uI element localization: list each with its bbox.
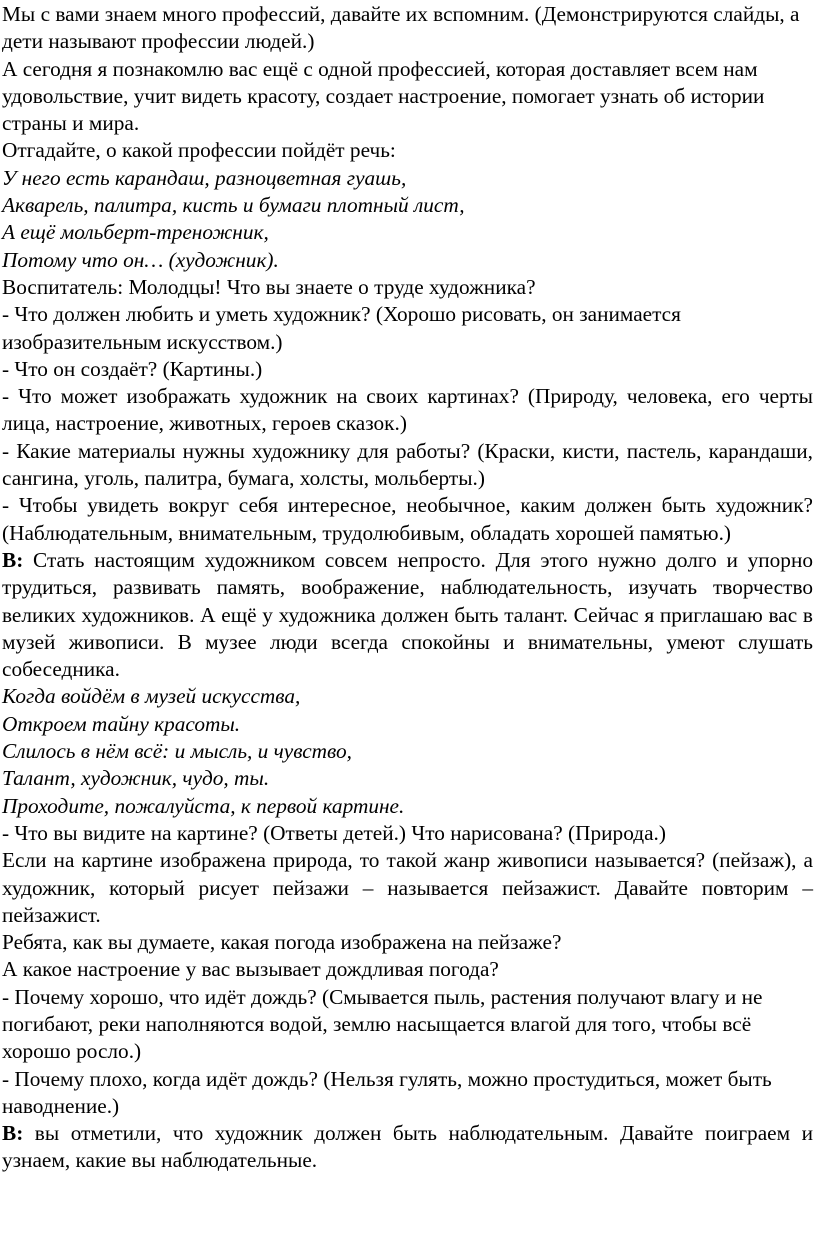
- riddle-line-3: А ещё мольберт-треножник,: [2, 220, 269, 245]
- question-mood: А какое настроение у вас вызывает дождливая погода?: [2, 957, 499, 982]
- question-rain-bad: - Почему плохо, когда идёт дождь? (Нельзя гулять, можно простудиться, может быть наводнение.): [2, 1066, 772, 1118]
- question-love-and-skill: - Что должен любить и уметь художник? (Хорошо рисовать, он занимается изобразительным искусством.): [2, 302, 681, 354]
- paragraph-riddle-prompt: Отгадайте, о какой профессии пойдёт речь:: [2, 138, 396, 163]
- question-qualities: - Чтобы увидеть вокруг себя интересное, необычное, каким должен быть художник? (Наблюдательным, внимательным, трудолюбивым, обладать хорошей памятью.): [2, 493, 813, 545]
- question-rain-good: - Почему хорошо, что идёт дождь? (Смывается пыль, растения получают влагу и не погибают, реки наполняются водой, землю насыщается влагой для того, чтобы всё хорошо росло.): [2, 984, 763, 1064]
- riddle-line-4: Потому что он… (художник).: [2, 247, 279, 272]
- speaker-label: В:: [2, 1121, 24, 1146]
- poem-invitation: Проходите, пожалуйста, к первой картине.: [2, 793, 405, 818]
- poem-line-3: Слилось в нём всё: и мысль, и чувство,: [2, 739, 352, 764]
- poem-line-1: Когда войдём в музей искусства,: [2, 684, 301, 709]
- paragraph-intro: Мы с вами знаем много профессий, давайте их вспомним. (Демонстрируются слайды, а дети называют профессии людей.): [2, 2, 800, 54]
- paragraph-text: Стать настоящим художником совсем непросто. Для этого нужно долго и упорно трудиться, развивать память, воображение, наблюдательность, изучать творчество великих художников. А ещё у художника должен быть талант. Сейчас я приглашаю вас в музей живописи. В музее люди всегда спокойны и внимательны, умеют слушать собеседника.: [2, 547, 813, 682]
- poem-line-2: Откроем тайну красоты.: [2, 711, 241, 736]
- question-materials: - Какие материалы нужны художнику для работы? (Краски, кисти, пастель, карандаши, сангина, уголь, палитра, бумага, холсты, мольберты.): [2, 438, 813, 491]
- paragraph-new-profession: А сегодня я познакомлю вас ещё с одной профессией, которая доставляет всем нам удовольствие, учит видеть красоту, создает настроение, помогает узнать об истории страны и мира.: [2, 56, 765, 136]
- speaker-label: В:: [2, 547, 24, 572]
- question-creates: - Что он создаёт? (Картины.): [2, 356, 263, 381]
- paragraph-teacher-game: [2, 1120, 813, 1175]
- question-what-see: - Что вы видите на картине? (Ответы детей.) Что нарисована? (Природа.): [2, 820, 666, 845]
- riddle-line-1: У него есть карандаш, разноцветная гуашь,: [2, 165, 407, 190]
- poem-line-4: Талант, художник, чудо, ты.: [2, 766, 270, 791]
- paragraph-teacher-museum: [2, 547, 813, 683]
- riddle-line-2: Акварель, палитра, кисть и бумаги плотный лист,: [2, 193, 465, 218]
- paragraph-text: вы отметили, что художник должен быть наблюдательным. Давайте поиграем и узнаем, какие вы наблюдательные.: [2, 1121, 813, 1173]
- question-depicts: - Что может изображать художник на своих картинах? (Природу, человека, его черты лица, настроение, животных, героев сказок.): [2, 384, 813, 436]
- paragraph-teacher-praise: Воспитатель: Молодцы! Что вы знаете о труде художника?: [2, 274, 536, 299]
- paragraph-landscape-genre: Если на картине изображена природа, то такой жанр живописи называется? (пейзаж), а художник, который рисует пейзажи – называется пейзажист. Давайте повторим – пейзажист.: [2, 848, 813, 927]
- question-weather: Ребята, как вы думаете, какая погода изображена на пейзаже?: [2, 930, 562, 955]
